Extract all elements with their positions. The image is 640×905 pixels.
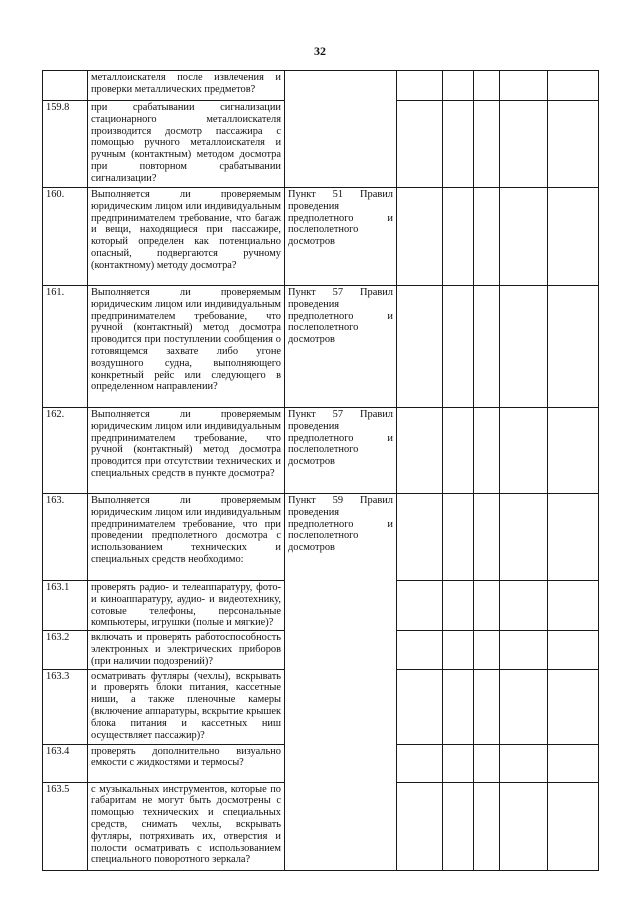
answer-cell (474, 669, 500, 744)
answer-cell (474, 71, 500, 101)
answer-cell (443, 581, 474, 631)
requirement-text: включать и проверять работоспособность электронных и электрических приборов (при наличии подозрений)? (88, 631, 285, 669)
row-number: 162. (43, 408, 88, 494)
requirement-text: осматривать футляры (чехлы), вскрывать и проверять блоки питания, кассетные ниши, а также пленочные камеры (включение аппаратуры, вскрытие крышек блока питания и кассетных ниш осуществляет пассажир)? (88, 669, 285, 744)
requirement-text: Выполняется ли проверяемым юридическим лицом или индивидуальным предпринимателем требование, что ручной (контактный) метод досмотра проводится при поступлении сообщения о готовящемся захвате либо угоне воздушного судна, выполняющего конкретный рейс или следующего в определенном направлении? (88, 286, 285, 408)
row-number: 163.4 (43, 744, 88, 782)
answer-cell (443, 408, 474, 494)
requirement-text: Выполняется ли проверяемым юридическим лицом или индивидуальным предпринимателем требование, что при проведении предполетного досмотра с использованием технических и специальных средств необходимо: (88, 494, 285, 581)
table-row (43, 71, 599, 101)
answer-cell (443, 188, 474, 286)
answer-cell (548, 581, 599, 631)
answer-cell (548, 71, 599, 101)
answer-cell (397, 494, 443, 581)
answer-cell (474, 286, 500, 408)
answer-cell (474, 744, 500, 782)
answer-cell (474, 101, 500, 188)
answer-cell (443, 494, 474, 581)
checklist-table (42, 70, 599, 871)
answer-cell (548, 631, 599, 669)
answer-cell (397, 669, 443, 744)
answer-cell (397, 286, 443, 408)
requirement-text: металлоискателя после извлечения и проверки металлических предметов? (88, 71, 285, 101)
requirement-text: Выполняется ли проверяемым юридическим лицом или индивидуальным предпринимателем требование, что багаж и вещи, находящиеся при пассажире, который определен как потенциально опасный, подвергаются ручному (контактному) методу досмотра? (88, 188, 285, 286)
answer-cell (500, 581, 548, 631)
answer-cell (474, 188, 500, 286)
answer-cell (548, 494, 599, 581)
answer-cell (548, 188, 599, 286)
page-number: 32 (314, 44, 326, 58)
answer-cell (548, 744, 599, 782)
requirement-text: проверять дополнительно визуально емкости с жидкостями и термосы? (88, 744, 285, 782)
requirement-text: Выполняется ли проверяемым юридическим лицом или индивидуальным предпринимателем требование, что ручной (контактный) метод досмотра проводится при отсутствии технических и специальных средств в пункте досмотра? (88, 408, 285, 494)
table-row (43, 408, 599, 494)
legal-reference (285, 71, 397, 188)
legal-reference: Пункт 57 Правил проведения предполетного и послеполетного досмотров (285, 408, 397, 494)
answer-cell (397, 188, 443, 286)
row-number: 163.3 (43, 669, 88, 744)
row-number: 161. (43, 286, 88, 408)
answer-cell (500, 101, 548, 188)
answer-cell (443, 71, 474, 101)
row-number: 160. (43, 188, 88, 286)
answer-cell (500, 408, 548, 494)
row-number: 163. (43, 494, 88, 581)
row-number: 163.1 (43, 581, 88, 631)
answer-cell (500, 188, 548, 286)
answer-cell (474, 408, 500, 494)
answer-cell (443, 631, 474, 669)
row-number (43, 71, 88, 101)
row-number: 163.2 (43, 631, 88, 669)
answer-cell (548, 286, 599, 408)
answer-cell (397, 408, 443, 494)
answer-cell (397, 581, 443, 631)
answer-cell (500, 286, 548, 408)
answer-cell (443, 744, 474, 782)
answer-cell (548, 101, 599, 188)
row-number: 159.8 (43, 101, 88, 188)
answer-cell (397, 782, 443, 870)
legal-reference: Пункт 57 Правил проведения предполетного и послеполетного досмотров (285, 286, 397, 408)
answer-cell (443, 101, 474, 188)
answer-cell (548, 782, 599, 870)
answer-cell (500, 631, 548, 669)
answer-cell (500, 782, 548, 870)
legal-reference: Пункт 51 Правил проведения предполетного и послеполетного досмотров (285, 188, 397, 286)
answer-cell (474, 782, 500, 870)
answer-cell (500, 669, 548, 744)
answer-cell (500, 744, 548, 782)
answer-cell (500, 494, 548, 581)
answer-cell (443, 286, 474, 408)
answer-cell (397, 101, 443, 188)
answer-cell (397, 744, 443, 782)
answer-cell (548, 669, 599, 744)
table-row (43, 286, 599, 408)
requirement-text: проверять радио- и телеаппаратуру, фото- и киноаппаратуру, аудио- и видеотехнику, сотовые телефоны, персональные компьютеры, игрушки (полые и мягкие)? (88, 581, 285, 631)
answer-cell (548, 408, 599, 494)
answer-cell (474, 494, 500, 581)
row-number: 163.5 (43, 782, 88, 870)
answer-cell (397, 631, 443, 669)
requirement-text: при срабатывании сигнализации стационарного металлоискателя производится досмотр пассажира с помощью ручного металлоискателя и ручным (контактным) методом досмотра при повторном срабатывании сигнализации? (88, 101, 285, 188)
answer-cell (443, 782, 474, 870)
table-row (43, 188, 599, 286)
answer-cell (474, 581, 500, 631)
answer-cell (500, 71, 548, 101)
answer-cell (443, 669, 474, 744)
legal-reference: Пункт 59 Правил проведения предполетного и послеполетного досмотров (285, 494, 397, 871)
answer-cell (474, 631, 500, 669)
answer-cell (397, 71, 443, 101)
table-row (43, 494, 599, 581)
requirement-text: с музыкальных инструментов, которые по габаритам не могут быть досмотрены с помощью технических и специальных средств, снимать чехлы, вскрывать футляры, потряхивать их, отверстия и полости осматривать с использованием специального поворотного зеркала? (88, 782, 285, 870)
